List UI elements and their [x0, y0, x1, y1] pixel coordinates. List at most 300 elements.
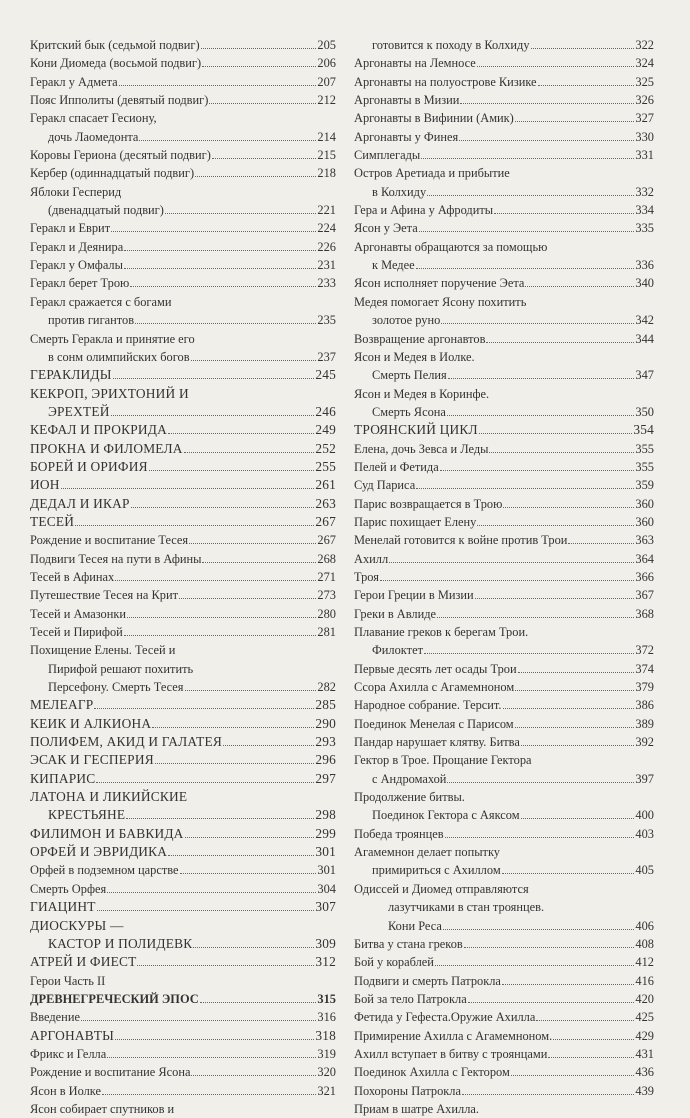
toc-entry: [354, 568, 654, 586]
toc-entry-title: Поединок Менелая с Парисом: [354, 716, 514, 731]
toc-page-number: 273: [317, 588, 336, 603]
toc-page-number: 336: [635, 258, 654, 273]
toc-entry-row: [30, 238, 336, 256]
toc-entry: [30, 1063, 336, 1081]
toc-entry-row: [354, 733, 654, 751]
toc-entry-title: Пандар нарушает клятву. Битва: [354, 735, 520, 750]
toc-page-number: 312: [315, 954, 336, 970]
toc-entry-title: ДРЕВНЕГРЕЧЕСКИЙ ЭПОС: [30, 991, 199, 1006]
toc-entry-row: [354, 972, 654, 990]
dot-leader: [115, 580, 316, 581]
dot-leader: [494, 213, 634, 214]
toc-entry: [30, 1100, 336, 1118]
toc-entry: [30, 109, 336, 146]
dot-leader: [191, 360, 317, 361]
dot-leader: [75, 525, 314, 526]
dot-leader: [531, 48, 635, 49]
toc-entry: [30, 476, 336, 494]
dot-leader: [477, 525, 634, 526]
toc-page-number: 304: [317, 881, 336, 896]
toc-entry-row: [354, 1063, 654, 1081]
toc-entry-row: [30, 440, 336, 458]
toc-entry-title: Ясон и Медея в Коринфе.: [354, 386, 490, 401]
toc-entry: [30, 586, 336, 604]
dot-leader: [127, 617, 316, 618]
toc-page-number: 281: [317, 625, 336, 639]
toc-entry-title: Персефону. Смерть Тесея: [48, 680, 184, 695]
dot-leader: [184, 452, 315, 453]
toc-entry-row: [354, 1045, 654, 1063]
toc-entry-title: Геракл сражается с богами: [30, 294, 172, 309]
dot-leader: [102, 1094, 316, 1095]
toc-entry-title: ПРОКНА И ФИЛОМЕЛА: [30, 440, 183, 456]
toc-page-number: 374: [635, 661, 654, 676]
toc-entry-title: Ясон и Медея в Иолке.: [354, 349, 475, 364]
toc-entry-row: [30, 403, 336, 421]
dot-leader: [113, 378, 315, 379]
toc-entry: [30, 953, 336, 971]
dot-leader: [195, 176, 316, 177]
dot-leader: [416, 268, 635, 269]
dot-leader: [124, 268, 316, 269]
toc-page-number: 246: [315, 403, 336, 419]
toc-entry-row: [354, 476, 654, 494]
toc-entry-title: Бой за тело Патрокла: [354, 991, 467, 1006]
toc-entry: [354, 1027, 654, 1045]
toc-entry-row: [30, 751, 336, 769]
toc-entry-row: [354, 660, 654, 678]
toc-entry: [354, 843, 654, 880]
toc-page-number: 325: [635, 74, 654, 89]
toc-entry: [30, 495, 336, 513]
toc-entry-title: Тесей в Афинах: [30, 569, 115, 584]
toc-entry-row: [30, 953, 336, 971]
dot-leader: [424, 653, 634, 654]
dot-leader: [503, 708, 635, 709]
toc-entry-row: [30, 550, 336, 568]
dot-leader: [202, 562, 316, 563]
toc-page-number: 285: [315, 697, 336, 713]
dot-leader: [201, 48, 317, 49]
toc-page-number: 416: [635, 973, 654, 988]
toc-entry-row: [30, 1063, 336, 1081]
dot-leader: [462, 1094, 634, 1095]
dot-leader: [441, 323, 634, 324]
toc-page-number: 403: [635, 826, 654, 841]
toc-entry-title: против гигантов: [48, 313, 135, 328]
toc-entry-title: Агамемнон делает попытку: [354, 845, 501, 860]
toc-page-number: 334: [635, 203, 654, 218]
toc-entry-title: ЭРЕХТЕЙ: [48, 403, 110, 419]
dot-leader: [447, 415, 635, 416]
toc-page-number: 309: [315, 935, 336, 951]
toc-entry-title: КАСТОР И ПОЛИДЕВК: [48, 935, 193, 951]
toc-entry: [30, 861, 336, 879]
dot-leader: [502, 984, 634, 985]
toc-page-number: 237: [317, 349, 336, 364]
toc-page-number: 318: [315, 1027, 336, 1043]
toc-entry: [354, 330, 654, 348]
toc-entry-row: [354, 917, 654, 935]
toc-entry: [30, 513, 336, 531]
toc-entry: [30, 550, 336, 568]
toc-entry-row: [354, 715, 654, 733]
toc-entry-row: [354, 953, 654, 971]
toc-entry-title: Греки в Авлиде: [354, 606, 437, 621]
toc-entry: [30, 330, 336, 367]
dot-leader: [503, 507, 634, 508]
dot-leader: [189, 543, 316, 544]
toc-page-number: 326: [635, 93, 654, 108]
toc-page-number: 359: [635, 478, 654, 493]
toc-page-number: 412: [635, 955, 654, 970]
toc-entry: [30, 385, 336, 422]
toc-entry: [354, 109, 654, 127]
toc-page-number: 255: [315, 458, 336, 474]
dot-leader: [525, 286, 634, 287]
toc-entry: [30, 1045, 336, 1063]
toc-entry: [354, 953, 654, 971]
dot-leader: [435, 965, 634, 966]
toc-entry-row: [30, 825, 336, 843]
dot-leader: [515, 690, 634, 691]
toc-entry-title: Фетида у Гефеста.Оружие Ахилла: [354, 1010, 536, 1025]
toc-entry-title: Плавание греков к берегам Трои.: [354, 625, 529, 639]
dot-leader: [443, 929, 635, 930]
toc-entry: [354, 274, 654, 292]
toc-entry: [30, 605, 336, 623]
toc-page-number: 316: [317, 1010, 336, 1025]
toc-entry-row: [354, 201, 654, 219]
toc-entry-row: [30, 513, 336, 531]
toc-page-number: 389: [635, 716, 654, 731]
toc-entry: [354, 164, 654, 201]
toc-entry-row: [30, 605, 336, 623]
toc-entry-title: Ясон у Эета: [354, 221, 418, 236]
toc-entry-row: [30, 128, 336, 146]
toc-entry: [30, 440, 336, 458]
toc-entry: [354, 348, 654, 385]
toc-page-number: 320: [317, 1065, 336, 1080]
toc-page-number: 439: [635, 1083, 654, 1098]
toc-entry: [354, 495, 654, 513]
toc-entry-title: Возвращение аргонавтов: [354, 331, 486, 346]
toc-entry-title: Приам в шатре Ахилла.: [354, 1101, 479, 1116]
toc-entry-title: Аргонавты на полуострове Кизике: [354, 74, 537, 89]
toc-entry-row: [30, 770, 336, 788]
toc-entry-title: Фрикс и Гелла: [30, 1046, 107, 1061]
toc-entry-row: [354, 605, 654, 623]
dot-leader: [107, 1057, 316, 1058]
dot-leader: [131, 507, 315, 508]
toc-page-number: 420: [635, 991, 654, 1006]
toc-entry-row: [30, 476, 336, 494]
dot-leader: [135, 323, 316, 324]
toc-entry-title: Парис возвращается в Трою: [354, 496, 503, 511]
toc-entry-row: [30, 806, 336, 824]
toc-entry-row: [354, 1008, 654, 1026]
toc-entry-row: [354, 990, 654, 1008]
toc-page-number: 400: [635, 808, 654, 823]
dot-leader: [185, 690, 317, 691]
toc-entry-row: [30, 935, 336, 953]
dot-leader: [149, 470, 315, 471]
dot-leader: [191, 1075, 316, 1076]
toc-entry: [30, 366, 336, 384]
toc-entry-row: [30, 256, 336, 274]
toc-page-number: 299: [315, 825, 336, 841]
toc-entry-title: Аргонавты обращаются за помощью: [354, 239, 548, 254]
toc-page-number: 436: [635, 1065, 654, 1080]
dot-leader: [521, 745, 635, 746]
toc-entry-row: [354, 109, 654, 127]
toc-entry-title: ПОЛИФЕМ, АКИД И ГАЛАТЕЯ: [30, 734, 222, 750]
toc-page-number: 364: [635, 551, 654, 566]
dot-leader: [155, 763, 314, 764]
toc-entry: [30, 293, 336, 330]
dot-leader: [511, 1075, 635, 1076]
toc-entry: [30, 54, 336, 72]
dot-leader: [427, 195, 634, 196]
toc-entry-row: [30, 348, 336, 366]
toc-entry: [354, 146, 654, 164]
toc-entry-row: [30, 1027, 336, 1045]
toc-entry-row: [30, 1045, 336, 1063]
toc-entry-row: [30, 531, 336, 549]
toc-entry-row: [354, 403, 654, 421]
dot-leader: [107, 892, 316, 893]
toc-entry-title: примириться с Ахиллом: [372, 863, 501, 878]
toc-page-number: 408: [635, 936, 654, 951]
toc-entry-title: Геракл у Адмета: [30, 74, 118, 89]
dot-leader: [139, 140, 316, 141]
toc-entry: [354, 531, 654, 549]
toc-page-number: 366: [635, 569, 654, 584]
dot-leader: [130, 286, 316, 287]
toc-page-number: 367: [635, 588, 654, 603]
toc-page-number: 293: [315, 734, 336, 750]
toc-entry-title: лазутчиками в стан троянцев.: [388, 900, 545, 915]
toc-entry-title: Победа троянцев: [354, 826, 444, 841]
toc-entry: [354, 733, 654, 751]
toc-entry-title: в сонм олимпийских богов: [48, 349, 190, 364]
toc-entry-row: [30, 36, 336, 54]
toc-entry-row: [354, 36, 654, 54]
toc-page-number: 397: [635, 771, 654, 786]
toc-page-number: 354: [633, 422, 654, 438]
toc-entry-row: [354, 678, 654, 696]
toc-page-number: 319: [317, 1046, 336, 1061]
toc-entry: [354, 623, 654, 660]
toc-page-number: 298: [315, 807, 336, 823]
toc-page-number: 307: [315, 899, 336, 915]
toc-entry-title: Одиссей и Диомед отправляются: [354, 881, 529, 896]
toc-entry: [354, 1045, 654, 1063]
toc-entry-title: готовится к походу в Колхиду: [372, 38, 530, 52]
toc-entry-title: Менелай готовится к войне против Трои: [354, 533, 568, 548]
toc-entry-row: [354, 696, 654, 714]
toc-entry: [354, 440, 654, 458]
toc-entry: [354, 201, 654, 219]
toc-page-number: 363: [635, 533, 654, 548]
dot-leader: [475, 598, 635, 599]
toc-page-number: 322: [635, 38, 654, 52]
toc-entry-title: Суд Париса: [354, 478, 416, 493]
dot-leader: [437, 617, 634, 618]
toc-entry-title: КЕИК И АЛКИОНА: [30, 715, 152, 731]
toc-page-number: 368: [635, 606, 654, 621]
toc-entry-title: Смерть Орфея: [30, 881, 107, 896]
toc-entry-title: ИОН: [30, 477, 60, 493]
toc-page-number: 221: [317, 203, 336, 218]
toc-entry: [30, 91, 336, 109]
toc-entry-title: КЕФАЛ И ПРОКРИДА: [30, 422, 167, 438]
dot-leader: [538, 85, 635, 86]
toc-page-number: 347: [635, 368, 654, 383]
toc-page-number: 233: [317, 276, 336, 291]
toc-entry-title: Яблоки Гесперид: [30, 184, 122, 199]
toc-entry-title: Бой у кораблей: [354, 955, 434, 970]
toc-entry-row: [30, 843, 336, 861]
toc-entry: [354, 513, 654, 531]
toc-page-number: 267: [317, 533, 336, 548]
toc-entry-title: (двенадцатый подвиг): [48, 203, 164, 218]
toc-page-number: 245: [315, 367, 336, 383]
toc-entry-title: Подвиги Тесея на пути в Афины: [30, 551, 202, 566]
toc-entry-title: Ясон собирает спутников и: [30, 1101, 175, 1116]
toc-entry: [30, 825, 336, 843]
toc-entry-row: [354, 256, 654, 274]
toc-entry: [354, 935, 654, 953]
toc-page-number: 386: [635, 698, 654, 713]
toc-entry: [354, 880, 654, 935]
toc-entry-title: КРЕСТЬЯНЕ: [48, 807, 126, 823]
dot-leader: [479, 433, 633, 434]
toc-entry-title: Пояс Ипполиты (девятый подвиг): [30, 93, 209, 108]
toc-entry-title: ТЕСЕЙ: [30, 513, 75, 529]
toc-entry: [354, 825, 654, 843]
toc-entry: [30, 421, 336, 439]
toc-page-number: 207: [317, 74, 336, 89]
dot-leader: [468, 1002, 635, 1003]
toc-entry-row: [30, 201, 336, 219]
toc-entry-row: [354, 183, 654, 201]
dot-leader: [115, 1039, 314, 1040]
toc-entry-row: [30, 164, 336, 182]
toc-entry-title: Симплегады: [354, 148, 421, 163]
toc-entry-row: [354, 54, 654, 72]
toc-entry: [30, 531, 336, 549]
toc-entry: [30, 146, 336, 164]
toc-entry-row: [354, 935, 654, 953]
toc-entry-title: Поединок Гектора с Аяксом: [372, 808, 520, 823]
toc-entry-row: [354, 513, 654, 531]
toc-entry: [30, 880, 336, 898]
toc-entry-row: [354, 128, 654, 146]
toc-page-number: 297: [315, 770, 336, 786]
toc-page-number: 261: [315, 477, 336, 493]
toc-entry: [30, 1082, 336, 1100]
toc-entry-title: к Медее: [372, 258, 415, 273]
toc-entry-title: БОРЕЙ И ОРИФИЯ: [30, 458, 148, 474]
toc-page-number: 226: [317, 239, 336, 254]
toc-entry: [30, 73, 336, 91]
toc-entry-row: [30, 274, 336, 292]
toc-page-number: 350: [635, 404, 654, 419]
toc-page-number: 335: [635, 221, 654, 236]
toc-entry-row: [354, 550, 654, 568]
toc-entry-row: [354, 641, 654, 659]
toc-entry-title: Елена, дочь Зевса и Леды: [354, 441, 489, 456]
toc-entry-row: [30, 219, 336, 237]
toc-entry: [30, 36, 336, 54]
dot-leader: [389, 562, 634, 563]
dot-leader: [464, 947, 635, 948]
toc-entry-title: ГИАЦИНТ: [30, 899, 96, 915]
toc-page-number: 280: [317, 606, 336, 621]
toc-entry-row: [354, 91, 654, 109]
dot-leader: [460, 103, 634, 104]
toc-page-number: 429: [635, 1028, 654, 1043]
dot-leader: [126, 818, 314, 819]
toc-entry-title: Геракл и Еврит: [30, 221, 111, 236]
dot-leader: [202, 66, 316, 67]
toc-entry-title: Геракл берет Трою: [30, 276, 130, 291]
toc-page-number: 331: [635, 148, 654, 163]
toc-entry: [354, 128, 654, 146]
dot-leader: [94, 708, 314, 709]
dot-leader: [515, 121, 635, 122]
toc-entry: [30, 623, 336, 641]
toc-entry: [354, 586, 654, 604]
toc-page-number: 315: [317, 991, 336, 1006]
toc-entry: [354, 1008, 654, 1026]
dot-leader: [81, 1020, 316, 1021]
dot-leader: [180, 873, 317, 874]
dot-leader: [515, 727, 635, 728]
toc-entry-row: [354, 806, 654, 824]
toc-entry-row: [354, 495, 654, 513]
toc-page-number: 431: [635, 1046, 654, 1061]
toc-page-number: 252: [315, 440, 336, 456]
toc-entry: [30, 1027, 336, 1045]
dot-leader: [419, 231, 635, 232]
toc-page-number: 406: [635, 918, 654, 933]
dot-leader: [168, 433, 314, 434]
toc-entry-row: [354, 73, 654, 91]
toc-entry-title: Гектор в Трое. Прощание Гектора: [354, 753, 532, 768]
toc-entry-title: ЭСАК И ГЕСПЕРИЯ: [30, 752, 154, 768]
toc-page-number: 332: [635, 184, 654, 199]
dot-leader: [521, 818, 635, 819]
toc-entry-row: [354, 458, 654, 476]
toc-page-number: 360: [635, 496, 654, 511]
toc-entry-title: Введение: [30, 1010, 80, 1025]
dot-leader: [185, 837, 315, 838]
toc-entry-row: [30, 715, 336, 733]
dot-leader: [193, 947, 314, 948]
toc-entry-title: Продолжение битвы.: [354, 790, 465, 805]
toc-page-number: 301: [317, 863, 336, 878]
toc-entry: [30, 751, 336, 769]
toc-entry-row: [30, 880, 336, 898]
toc-entry-title: Аргонавты у Финея: [354, 129, 459, 144]
dot-leader: [489, 452, 634, 453]
dot-leader: [165, 213, 317, 214]
toc-entry: [354, 751, 654, 788]
toc-page-number: 360: [635, 514, 654, 529]
toc-entry-title: Смерть Ясона: [372, 404, 446, 419]
